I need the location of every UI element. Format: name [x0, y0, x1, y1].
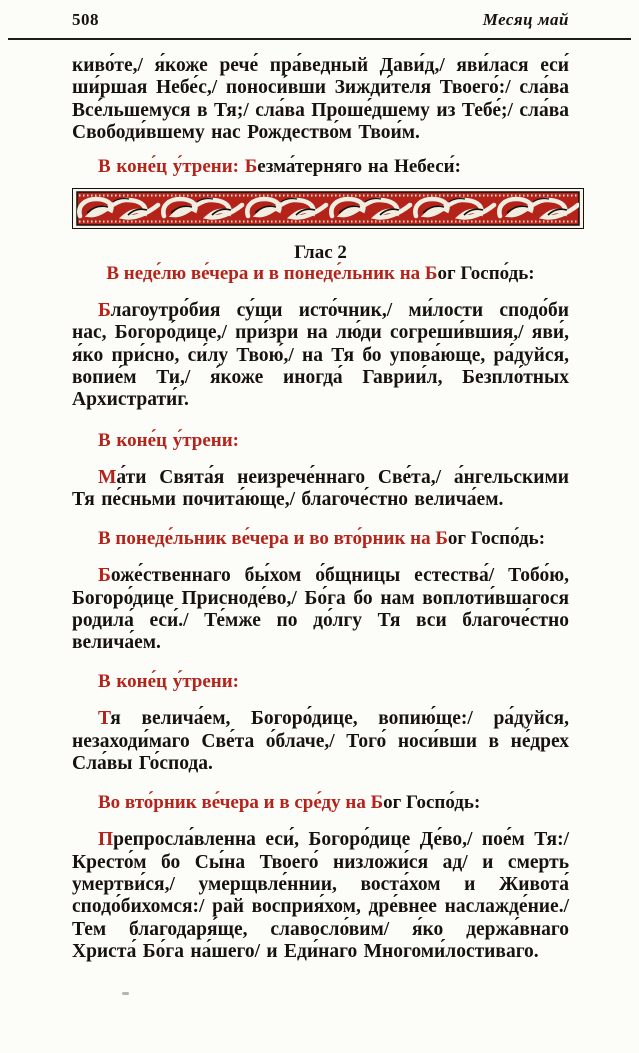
rubric-red-text: В коне́ц у́трени: — [98, 671, 239, 693]
heading-red-text: Во вто́рник ве́чера и в сре́ду на Б — [98, 792, 384, 814]
rubric-matins-end-3 — [98, 671, 569, 693]
troparion-text: лагоутро́бия су́щи исто́чник,/ ми́лости сподо́би нас, Богоро́дице,/ при́зри на лю́ди согреши́вшия,/ яви́, я́ко при́сно, си́лу Твою́,/ на Тя бо упова́юще, ра́дуйся, вопие́м Ти,/ я́коже иногда́ Гаврии́л, Безпло́тных Архистрати́г. — [72, 300, 569, 411]
heading-black-text: ог Госпо́дь: — [447, 528, 546, 550]
heading-monday-evening — [98, 528, 569, 550]
rubric-matins-end-2 — [98, 430, 569, 452]
troparion-mati — [72, 467, 569, 512]
header-rule — [8, 38, 631, 40]
troparion-text: я велича́ем, Богоро́дице, вопию́ще:/ ра́дуйся, незаходи́маго Све́та о́блаче,/ Того́ носи́вши в не́дрех Сла́вы Го́спода. — [72, 708, 569, 775]
drop-initial: Т — [98, 708, 111, 730]
page-number: 508 — [72, 10, 99, 29]
troparion-text: репросла́вленна еси́, Богоро́дице Де́во,/ пое́м Тя:/ Кресто́м бо Сы́на Твоего́ низложи́ся ад/ и смерть умертви́ся,/ умерщвле́ннии, воста́хом и Живота́ сподо́бихомся:/ рай восприя́хом, дре́внее наслажде́ние./ Тем благодаря́ще, славосло́вим/ я́ко держа́внаго Христа́ Бо́га на́шего/ и Еди́наго Многоми́лостиваго. — [72, 829, 569, 962]
heading-tuesday-evening — [98, 792, 569, 814]
drop-initial: П — [98, 829, 114, 851]
troparion-bozhestvennago — [72, 565, 569, 654]
running-head — [72, 10, 569, 30]
drop-initial: Б — [98, 565, 111, 587]
heading-red-text: В неде́лю ве́чера и в понеде́льник на Б — [106, 263, 438, 285]
troparion-text: а́ти Свята́я неизрече́ннаго Све́та,/ а́нгельскими Тя пе́сньми почита́юще,/ благоче́стно велича́ем. — [72, 466, 569, 510]
troparion-blagoutrobia — [72, 300, 569, 411]
drop-initial: М — [98, 466, 117, 488]
foliate-scroll-ornament — [72, 188, 584, 229]
rubric-black-text: езма́терняго на Небеси́: — [257, 156, 461, 178]
paragraph-continuation: киво́те,/ я́коже рече́ пра́ведный Дави́д,/ яви́лася еси́ ши́ршая Небе́с,/ поноси́вши Зижди́теля Твоего́:/ сла́ва Все́льшемуся в Тя;/ сла́ва Проше́дшему из Тебе́;/ сла́ва Свободи́вшему нас Рождество́м Твои́м. — [72, 55, 569, 143]
rubric-red-text: В коне́ц у́трени: — [98, 429, 239, 451]
rubric-matins-end-1 — [98, 156, 569, 178]
troparion-preproslavlenna — [72, 829, 569, 963]
rubric-red-text: В коне́ц у́трени: Б — [98, 156, 258, 178]
ornament-band — [72, 188, 584, 229]
running-title: Месяц май — [482, 10, 569, 29]
heading-red-text: В понеде́льник ве́чера и во вто́рник на Б — [98, 528, 448, 550]
troparion-tya-velichaem — [72, 708, 569, 775]
drop-initial: Б — [98, 300, 111, 322]
scan-speck — [122, 992, 129, 995]
tone-heading: Глас 2 — [294, 242, 347, 264]
heading-black-text: ог Госпо́дь: — [437, 263, 535, 285]
troparion-text: оже́ственнаго бы́хом о́бщницы естества́/ Тобо́ю, Богоро́дице Присноде́во,/ Бо́га бо нам воплоти́вшагося родила́ еси́./ Те́мже по до́лгу Тя вси благоче́стно велича́ем. — [72, 565, 569, 654]
heading-black-text: ог Госпо́дь: — [383, 792, 481, 814]
heading-sunday-evening — [72, 263, 569, 285]
